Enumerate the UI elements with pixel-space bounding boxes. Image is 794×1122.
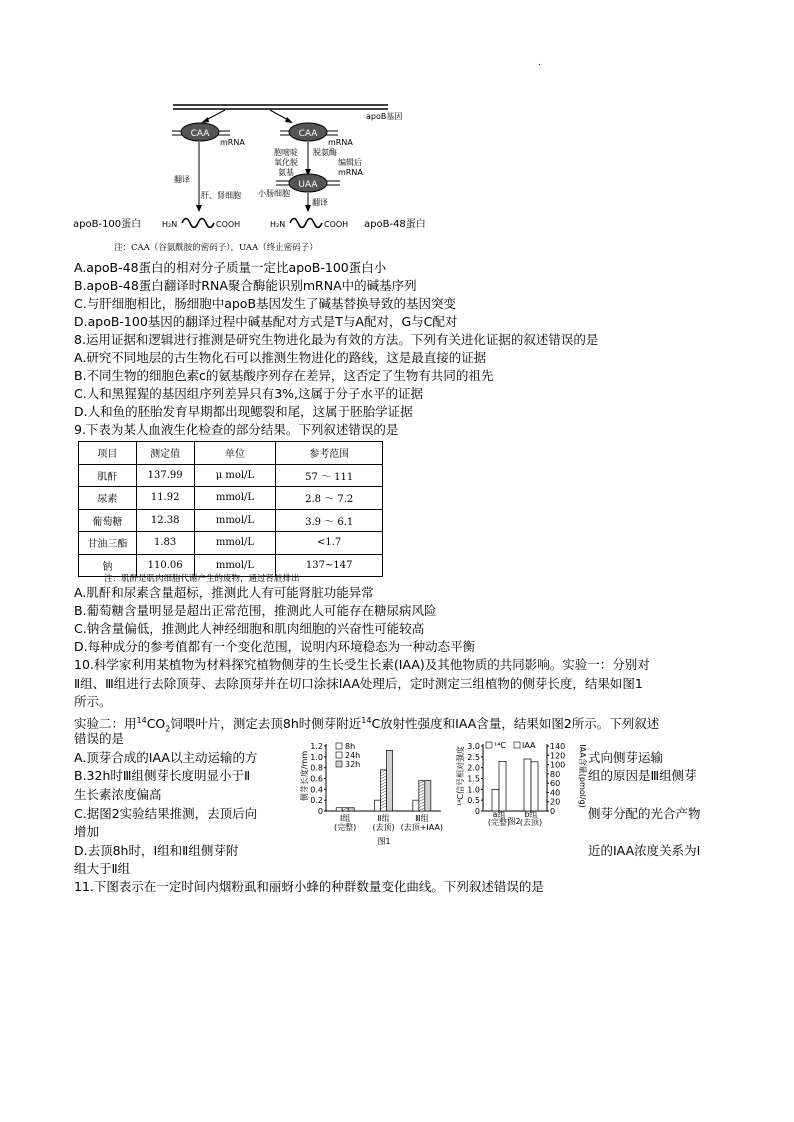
table-cell: 137.99 [136,464,194,487]
fig1-ytick-label: 0.6 [310,774,323,784]
fig2-legend-label: ¹⁴C [494,741,506,750]
q9-option-b: B.葡萄糖含量明显是超出正常范围，推测此人可能存在糖尿病风险 [74,603,437,618]
table-cell: 2.8 ～ 7.2 [276,487,383,510]
q7-option-c: C.与肝细胞相比，肠细胞中apoB基因发生了碱基替换导致的基因突变 [74,296,457,311]
fig2-bar-c14 [492,789,499,811]
fig2-ytick-left-label: 2.5 [467,752,480,762]
q8-option-c: C.人和黑猩猩的基因组序列差异只有3%,这属于分子水平的证据 [74,386,424,401]
fig1-category-label: Ⅰ组 [339,814,351,823]
table-cell: 3.9 ～ 6.1 [276,509,383,532]
fig2-legend-label: IAA [522,741,536,750]
table-cell: 钠 [79,554,137,577]
fig1-legend-label: 32h [345,760,361,769]
fig1-ylabel: 侧芽长度/mm [300,750,309,802]
q10-option-a-left: A.顶芽合成的IAA以主动运输的方 [74,750,258,765]
table-cell: mmol/L [194,532,276,555]
codon-left: CAA [190,129,210,139]
q9-option-c: C.钠含量偏低，推测此人神经细胞和肌肉细胞的兴奋性可能较高 [74,621,425,636]
fig2-ytick-right-label: 140 [550,742,566,751]
fig1-category-label: (去顶+IAA) [400,823,444,832]
table-row [79,464,383,487]
q10-option-c-right: 侧芽分配的光合产物 [588,806,701,821]
fig1-category-label: (完整) [334,823,357,832]
fig2-ytick-right-label: 120 [550,751,566,761]
fig1-legend-swatch [336,761,342,767]
fig2-ytick-right-label: 20 [550,797,561,807]
h2n-right: H₂N [270,220,286,229]
fig1-bar-32h [387,750,393,811]
fig2-bar-iaa [531,762,538,811]
protein-left-label: apoB-100蛋白 [73,219,142,230]
table-cell: 110.06 [136,554,194,577]
diagram-note: 注：CAA（谷氨酰胺的密码子），UAA（终止密码子） [114,243,318,253]
fig1-bar-8h [375,800,381,811]
table-cell: mmol/L [194,554,276,577]
cooh-left: COOH [216,220,241,229]
fig2-category-label: (去顶) [519,818,543,827]
fig1-bar-8h [413,800,419,811]
q10-stem-line-4: 实验二：用$^{14}CO_2$饲喂叶片，测定去顶8h时侧芽附近$^{14}$C放射性强度和IAA含量，结果如图2所示。下列叙述 [74,716,660,734]
table-cell: 甘油三酯 [79,532,137,555]
fig2-ytick-right-label: 0 [550,807,556,816]
q11-stem: 11.下图表示在一定时间内烟粉虱和丽蚜小蜂的种群数量变化曲线。下列叙述错误的是 [74,879,544,894]
fig2-ylabel-left: ¹⁴C信号相对强度 [456,746,465,806]
fig1-ytick-label: 1.0 [310,752,323,762]
fig2-legend-swatch [486,742,492,748]
fig2-category-label: (完整) [487,818,511,827]
table-header-row [79,442,383,465]
q9-option-d: D.每种成分的参考值都有一个变化范围，说明内环境稳态为一种动态平衡 [74,639,476,654]
header-dot: . [538,58,541,68]
table-row [79,532,383,555]
fig1-legend-swatch [336,752,342,758]
mrna-right-label: mRNA [328,138,353,147]
table-header: 参考范围 [276,442,383,465]
fig2-legend-swatch [514,742,520,748]
table-cell: 57 ～ 111 [276,464,383,487]
fig1-category-label: Ⅱ组 [377,814,390,823]
q7-option-b: B.apoB-48蛋白翻译时RNA聚合酶能识别mRNA中的碱基序列 [74,278,417,293]
q9-option-a: A.肌酐和尿素含量超标，推测此人有可能肾脏功能异常 [74,585,374,600]
q8-option-b: B.不同生物的细胞色素c的氨基酸序列存在差异，这否定了生物有共同的祖先 [74,368,494,383]
q7-option-d: D.apoB-100基因的翻译过程中碱基配对方式是T与A配对，G与C配对 [74,314,458,329]
q7-option-a: A.apoB-48蛋白的相对分子质量一定比apoB-100蛋白小 [74,260,387,275]
q10-option-c-cont: 增加 [74,824,100,839]
q10-stem-line-3: 所示。 [74,694,112,709]
table-cell: μ mol/L [194,464,276,487]
table-header: 项目 [79,442,137,465]
protein-chain-left [182,219,214,228]
fig1-ytick-label: 0.8 [310,763,323,773]
fig2-ytick-right-label: 100 [550,760,566,770]
enzyme-left-label: 胞嘧啶 氧化脱 氨基 [274,148,298,177]
fig2-ytick-left-label: 0 [474,807,480,816]
fig2-ytick-right-label: 60 [550,779,561,789]
fig1-ytick-label: 1.2 [310,742,323,751]
codon-stop: UAA [298,180,318,190]
fig2-bar-c14 [524,759,531,811]
table-cell: 尿素 [79,487,137,510]
fig1-category-label: Ⅲ组 [415,814,429,823]
apob-editing-diagram [70,95,450,260]
figure-1-bar-chart [296,738,456,848]
q10-option-b-right: 组的原因是Ⅲ组侧芽 [588,768,697,783]
edited-mrna-label: 编辑后 mRNA [338,158,363,177]
fig2-ytick-left-label: 1.0 [467,785,480,795]
q10-option-a-right: 式向侧芽运输 [588,750,664,765]
fig1-ytick-label: 0.4 [310,785,323,795]
q9-stem: 9.下表为某人血液生化检查的部分结果。下列叙述错误的是 [74,422,399,437]
q10-option-d-cont: 组大于Ⅱ组 [74,861,131,876]
q10-option-d-left: D.去顶8h时，Ⅰ组和Ⅱ组侧芽附 [74,843,239,858]
fig2-category-label: b组 [524,810,538,819]
enzyme-right-label: 脱氨酶 [313,148,337,157]
fig1-category-label: (去顶) [372,823,395,832]
table-cell: 11.92 [136,487,194,510]
table-header: 测定值 [136,442,194,465]
fig2-category-label: a组 [492,810,506,819]
fig2-ytick-left-label: 1.5 [467,774,480,784]
fig2-ylabel-right: IAA含量(pmol/g) [578,744,587,808]
fig1-legend-label: 8h [345,742,356,751]
q10-option-c-left: C.据图2实验结果推测，去顶后向 [74,806,258,821]
codon-right: CAA [298,129,318,139]
figure-2-bar-chart [456,738,587,848]
fig1-bar-32h [425,781,431,811]
fig1-bar-32h [348,808,354,811]
cell-right-label: 小肠细胞 [258,189,290,198]
q10-option-b-left: B.32h时Ⅲ组侧芽长度明显小于Ⅱ [74,768,251,783]
fig1-bar-8h [336,808,342,811]
q8-option-a: A.研究不同地层的古生物化石可以推测生物进化的路线，这是最直接的证据 [74,350,487,365]
table-cell: 肌酐 [79,464,137,487]
table-cell: 12.38 [136,509,194,532]
table-cell: mmol/L [194,487,276,510]
cooh-right: COOH [324,220,349,229]
cell-left-label: 肝、肾细胞 [201,191,241,200]
q8-option-d: D.人和鱼的胚胎发育早期都出现鳃裂和尾，这属于胚胎学证据 [74,404,413,419]
fig2-ytick-left-label: 2.0 [467,763,480,773]
fig1-ytick-label: 0.2 [310,796,323,806]
table-row [79,487,383,510]
q10-stem-line-2: Ⅱ组、Ⅲ组进行去除顶芽、去除顶芽并在切口涂抹IAA处理后，定时测定三组植物的侧芽长度，结果如图1 [74,676,643,691]
table-cell: 137~147 [276,554,383,577]
protein-right-label: apoB-48蛋白 [364,219,426,230]
translate-left-label: 翻译 [174,175,190,184]
q10-option-b-cont: 生长素浓度偏高 [74,787,162,802]
translate-right-label: 翻译 [312,198,328,207]
table-cell: mmol/L [194,509,276,532]
fig1-title: 图1 [377,837,391,846]
fig2-ytick-right-label: 80 [550,769,561,779]
fig2-ytick-right-label: 40 [550,788,561,798]
mrna-left-label: mRNA [220,138,245,147]
h2n-left: H₂N [162,220,178,229]
table-cell: <1.7 [276,532,383,555]
table-row [79,509,383,532]
fig1-ytick-label: 0 [317,807,323,816]
fig2-title: 图2 [507,817,521,826]
q10-stem-line-1: 10.科学家利用某植物为材料探究植物侧芽的生长受生长素(IAA)及其他物质的共同影响。实验一：分别对 [74,657,650,672]
q8-stem: 8.运用证据和逻辑进行推测是研究生物进化最为有效的方法。下列有关进化证据的叙述错误的是 [74,332,599,347]
q10-option-d-right: 近的IAA浓度关系为Ⅰ [588,843,701,858]
table-header: 单位 [194,442,276,465]
table-cell: 1.83 [136,532,194,555]
table-cell: 葡萄糖 [79,509,137,532]
gene-label: apoB基因 [366,112,403,121]
blood-test-table [78,441,383,577]
table-note: 注：肌酐是肌肉细胞代谢产生的废物，通过肾脏排出 [104,574,300,584]
fig2-ytick-left-label: 3.0 [467,742,480,751]
fig1-legend-label: 24h [345,751,361,760]
q10-stem-line-5: 错误的是 [74,731,125,746]
fig1-legend-swatch [336,743,342,749]
fig2-bar-iaa [499,761,506,811]
fig2-ytick-left-label: 0.5 [467,796,480,806]
protein-chain-right [290,219,322,228]
